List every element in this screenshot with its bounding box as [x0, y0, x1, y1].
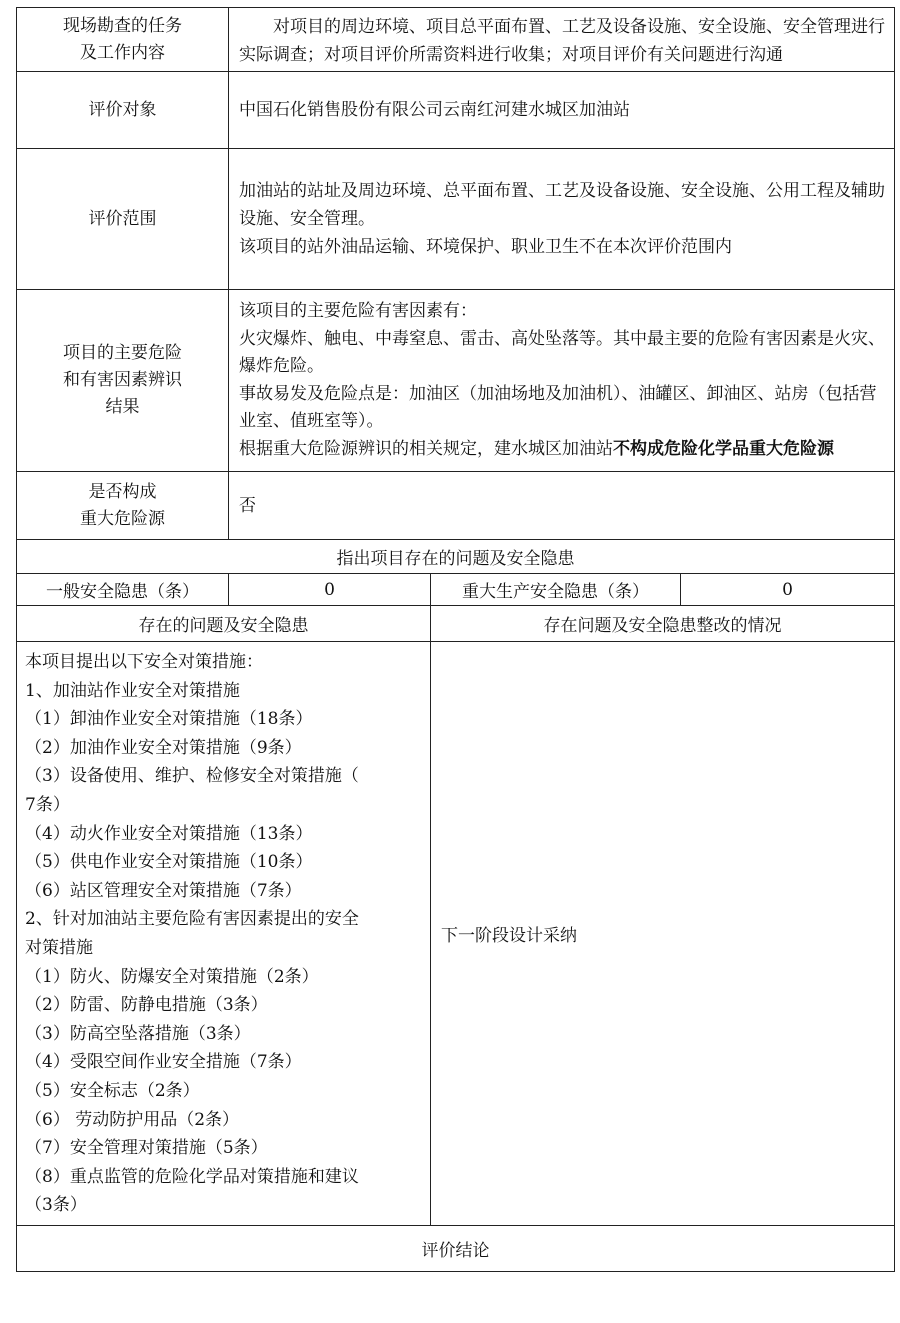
hazards-line4-bold: 不构成危险化学品重大危险源 [613, 438, 834, 459]
scope-content-cell [229, 149, 895, 290]
row-hazards [17, 290, 895, 472]
survey-content-cell [229, 8, 895, 72]
measure-line: （7）安全管理对策措施（5条） [25, 1138, 268, 1159]
major-source-label-line2: 重大危险源 [80, 508, 165, 529]
object-content: 中国石化销售股份有限公司云南红河建水城区加油站 [229, 72, 895, 149]
general-hazard-value: 0 [229, 574, 431, 606]
hazards-label-line1: 项目的主要危险 [63, 343, 182, 363]
survey-content: 对项目的周边环境、项目总平面布置、工艺及设备设施、安全设施、安全管理进行实际调查；对项目评价所需资料进行收集；对项目评价有关问题进行沟通 [239, 16, 885, 65]
row-issue-counts [17, 574, 895, 606]
row-object [17, 72, 895, 149]
survey-label-line2: 及工作内容 [80, 42, 165, 63]
major-hazard-label: 重大生产安全隐患（条） [431, 574, 681, 606]
measure-line: 1、加油站作业安全对策措施 [25, 680, 240, 701]
conclusion-title: 评价结论 [17, 1226, 895, 1272]
row-measures [17, 642, 895, 1226]
issues-section-title: 指出项目存在的问题及安全隐患 [17, 540, 895, 574]
evaluation-summary-table [16, 7, 895, 1272]
measure-line: （4）受限空间作业安全措施（7条） [25, 1052, 302, 1073]
evaluation-summary-sheet [16, 7, 894, 1272]
major-source-label-line1: 是否构成 [88, 481, 157, 502]
measure-line: （5）供电作业安全对策措施（10条） [25, 852, 313, 873]
major-source-label-cell [17, 472, 229, 540]
hazards-line1: 该项目的主要危险有害因素有： [239, 301, 477, 321]
measure-line: 7条） [25, 794, 70, 815]
scope-line2: 该项目的站外油品运输、环境保护、职业卫生不在本次评价范围内 [239, 237, 732, 257]
general-hazard-label: 一般安全隐患（条） [17, 574, 229, 606]
hazards-line4 [239, 436, 886, 464]
hazards-label-line2: 和有害因素辨识 [63, 370, 182, 390]
scope-line1: 加油站的站址及周边环境、总平面布置、工艺及设备设施、安全设施、公用工程及辅助设施、安全管理。 [239, 181, 885, 229]
hazards-line2: 火灾爆炸、触电、中毒窒息、雷击、高处坠落等。其中最主要的危险有害因素是火灾、爆炸危险。 [239, 328, 885, 376]
measure-line: （5）安全标志（2条） [25, 1080, 200, 1101]
issues-right-header: 存在问题及安全隐患整改的情况 [431, 606, 895, 642]
hazards-line4-prefix: 根据重大危险源辨识的相关规定，建水城区加油站 [239, 438, 613, 459]
measure-line: （1）卸油作业安全对策措施（18条） [25, 709, 313, 730]
row-issues-title [17, 540, 895, 574]
measure-line: （6）站区管理安全对策措施（7条） [25, 880, 302, 901]
measure-line: （3条） [25, 1195, 87, 1216]
measure-line: 2、针对加油站主要危险有害因素提出的安全 [25, 909, 359, 930]
measure-line: （4）动火作业安全对策措施（13条） [25, 823, 313, 844]
major-source-content: 否 [229, 472, 895, 540]
measures-list [17, 642, 431, 1226]
row-scope [17, 149, 895, 290]
measure-line: （8）重点监管的危险化学品对策措施和建议 [25, 1166, 359, 1187]
measure-line: （3）防高空坠落措施（3条） [25, 1023, 251, 1044]
survey-label-cell [17, 8, 229, 72]
measure-line: （2）加油作业安全对策措施（9条） [25, 737, 302, 758]
scope-label: 评价范围 [17, 149, 229, 290]
row-issue-headers [17, 606, 895, 642]
rectification-status: 下一阶段设计采纳 [431, 642, 895, 1226]
measure-line: （1）防火、防爆安全对策措施（2条） [25, 966, 319, 987]
measure-line: 本项目提出以下安全对策措施： [25, 652, 263, 672]
measure-line: （3）设备使用、维护、检修安全对策措施（ [25, 766, 359, 787]
row-conclusion [17, 1226, 895, 1272]
measure-line: 对策措施 [25, 937, 93, 958]
issues-left-header: 存在的问题及安全隐患 [17, 606, 431, 642]
hazards-line3: 事故易发及危险点是：加油区（加油场地及加油机）、油罐区、卸油区、站房（包括营业室、值班室等）。 [239, 383, 877, 431]
row-major-source [17, 472, 895, 540]
object-label: 评价对象 [17, 72, 229, 149]
measure-line: （6） 劳动防护用品（2条） [25, 1109, 240, 1130]
row-survey [17, 8, 895, 72]
measure-line: （2）防雷、防静电措施（3条） [25, 995, 268, 1016]
survey-label-line1: 现场勘查的任务 [63, 15, 182, 36]
hazards-label-line3: 结果 [105, 397, 140, 417]
hazards-label-cell [17, 290, 229, 472]
major-hazard-value: 0 [681, 574, 895, 606]
hazards-content-cell [229, 290, 895, 472]
